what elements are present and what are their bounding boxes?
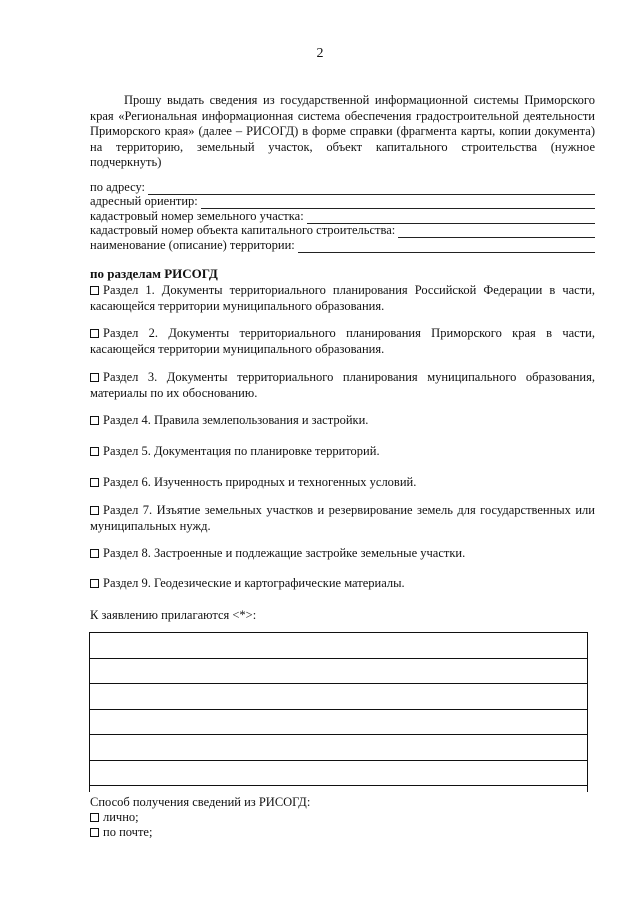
- receipt-option-label: лично;: [103, 810, 139, 824]
- section-option-1[interactable]: [90, 283, 595, 314]
- section-option-5[interactable]: [90, 444, 595, 460]
- attachment-row[interactable]: [90, 735, 587, 761]
- checkbox[interactable]: [90, 329, 99, 338]
- section-label: Раздел 6. Изученность природных и техногенных условий.: [103, 475, 417, 489]
- attachments-label: К заявлению прилагаются <*>:: [90, 608, 257, 622]
- fill-line[interactable]: [307, 212, 595, 224]
- checkbox[interactable]: [90, 373, 99, 382]
- section-label: Раздел 8. Застроенные и подлежащие застройке земельные участки.: [103, 546, 466, 560]
- attachment-row[interactable]: [90, 633, 587, 659]
- field-label: по адресу:: [90, 179, 146, 194]
- section-option-8[interactable]: [90, 546, 595, 562]
- checkbox[interactable]: [90, 447, 99, 456]
- request-text: Прошу выдать сведения из государственной информационной системы Приморского края «Региональная информационная система обеспечения градостроительной деятельности Приморского края» (далее – РИСОГД) в форме справки (фрагмента карты, копии документа) на территорию, земельный участок, объект капитального строительства (нужное подчеркнуть): [90, 93, 595, 169]
- section-label: Раздел 5. Документация по планировке территорий.: [103, 444, 380, 458]
- checkbox[interactable]: [90, 549, 99, 558]
- receipt-option-label: по почте;: [103, 825, 153, 839]
- field-label: кадастровый номер земельного участка:: [90, 208, 304, 223]
- section-label: Раздел 2. Документы территориального планирования Приморского края в части, касающейся территории муниципального образования.: [90, 326, 595, 356]
- receipt-option-by-mail[interactable]: [90, 825, 310, 840]
- section-option-9[interactable]: [90, 576, 595, 592]
- field-address[interactable]: [90, 180, 595, 195]
- checkbox[interactable]: [90, 579, 99, 588]
- request-paragraph: [90, 93, 595, 171]
- page-number: 2: [316, 46, 324, 61]
- section-label: Раздел 9. Геодезические и картографические материалы.: [103, 576, 405, 590]
- fill-line[interactable]: [398, 226, 595, 238]
- attachment-row[interactable]: [90, 710, 587, 736]
- receipt-option-in-person[interactable]: [90, 810, 310, 825]
- section-label: Раздел 3. Документы территориального планирования муниципального образования, материалы по их обоснованию.: [90, 370, 595, 400]
- section-label: Раздел 7. Изъятие земельных участков и резервирование земель для государственных или муниципальных нужд.: [90, 503, 595, 533]
- field-land-cadastral[interactable]: [90, 209, 595, 224]
- receipt-method: [90, 795, 310, 840]
- address-fields: [90, 180, 595, 253]
- checkbox[interactable]: [90, 813, 99, 822]
- field-label: адресный ориентир:: [90, 194, 198, 208]
- section-option-3[interactable]: [90, 370, 595, 401]
- field-object-cadastral[interactable]: [90, 224, 595, 239]
- fill-line[interactable]: [148, 183, 595, 195]
- checkbox[interactable]: [90, 478, 99, 487]
- attachment-row[interactable]: [90, 684, 587, 710]
- section-option-7[interactable]: [90, 503, 595, 534]
- attachment-row[interactable]: [90, 761, 587, 787]
- field-landmark[interactable]: [90, 195, 595, 210]
- field-label: кадастровый номер объекта капитального строительства:: [90, 223, 396, 237]
- attachment-row[interactable]: [90, 659, 587, 685]
- receipt-method-label: Способ получения сведений из РИСОГД:: [90, 795, 311, 809]
- checkbox[interactable]: [90, 286, 99, 295]
- attachments-table: [89, 632, 588, 792]
- section-label: Раздел 4. Правила землепользования и застройки.: [103, 413, 369, 427]
- fill-line[interactable]: [298, 241, 595, 253]
- field-label: наименование (описание) территории:: [90, 237, 295, 252]
- section-option-4[interactable]: [90, 413, 595, 429]
- checkbox[interactable]: [90, 506, 99, 515]
- section-label: Раздел 1. Документы территориального планирования Российской Федерации в части, касающейся территории муниципального образования.: [90, 283, 595, 313]
- field-territory-name[interactable]: [90, 238, 595, 253]
- section-option-6[interactable]: [90, 475, 595, 491]
- section-option-2[interactable]: [90, 326, 595, 357]
- sections-heading: по разделам РИСОГД: [90, 266, 218, 281]
- checkbox[interactable]: [90, 416, 99, 425]
- checkbox[interactable]: [90, 828, 99, 837]
- fill-line[interactable]: [201, 197, 595, 209]
